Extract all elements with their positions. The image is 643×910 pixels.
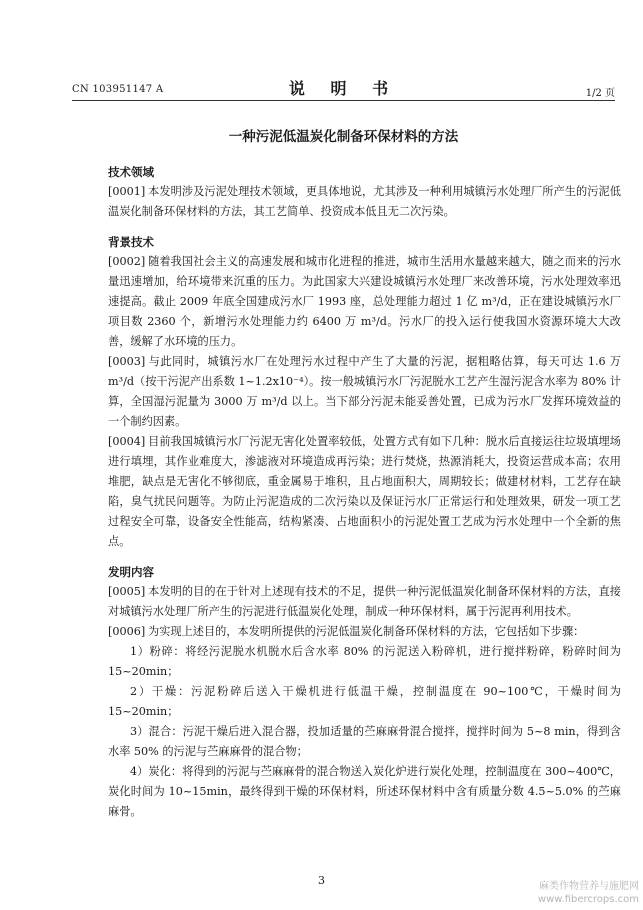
paragraph-number: [0006] <box>108 625 146 638</box>
page-number: 3 <box>318 874 325 887</box>
watermark-url: www.fibercrops.com <box>537 894 639 905</box>
paragraph-text: 与此同时，城镇污水厂在处理污水过程中产生了大量的污泥，据粗略估算，每天可达 1.6 万 m³/d（按干污泥产出系数 1~1.2x10⁻⁴）。按一般城镇污水厂污泥脱水工艺产生湿污泥含水率为 80% 计算，全国湿污泥量为 3000 万 m³/d 以上。当下部分污泥未能妥善处置，已成为污水厂发挥环境效益的一个制约因素。 <box>108 355 621 428</box>
paragraph-number: [0002] <box>108 255 146 268</box>
paragraph-0004 <box>108 432 621 552</box>
section-heading-invention: 发明内容 <box>108 565 154 579</box>
step-mixing: 3）混合：污泥干燥后进入混合器，投加适量的苎麻麻骨混合搅拌，搅拌时间为 5~8 min，得到含水率 50% 的污泥与苎麻麻骨的混合物； <box>108 725 621 758</box>
step-drying: 2）干燥：污泥粉碎后送入干燥机进行低温干燥，控制温度在 90~100℃，干燥时间为 15~20min； <box>108 685 621 718</box>
paragraph-0003 <box>108 352 621 432</box>
paragraph-number: [0004] <box>108 435 146 448</box>
paragraph-number: [0005] <box>108 585 146 598</box>
doc-type: 说 明 书 <box>288 79 399 98</box>
section-heading-background: 背景技术 <box>108 235 154 249</box>
page-header <box>72 76 615 98</box>
paragraph-0001 <box>108 182 621 222</box>
paragraph-text: 随着我国社会主义的高速发展和城市化进程的推进，城市生活用水量越来越大，随之而来的污水量迅速增加，给环境带来沉重的压力。为此国家大兴建设城镇污水处理厂来改善环境，污水处理效率迅速提高。截止 2009 年底全国建成污水厂 1993 座，总处理能力超过 1 亿 m³/d，正在建设城镇污水厂项目数 2360 个，新增污水处理能力约 6400 万 m³/d。污水厂的投入运行使我国水资源环境大大改善，缓解了水环境的压力。 <box>108 255 621 348</box>
paragraph-0002 <box>108 252 621 352</box>
section-heading-tech-field: 技术领域 <box>108 165 154 179</box>
paragraph-0006 <box>108 622 621 642</box>
step-crushing: 1）粉碎：将经污泥脱水机脱水后含水率 80% 的污泥送入粉碎机，进行搅拌粉碎，粉碎时间为 15~20min； <box>108 645 621 678</box>
page-indicator: 1/2 页 <box>585 88 615 99</box>
paragraph-number: [0001] <box>108 185 146 198</box>
patent-number: CN 103951147 A <box>72 84 164 95</box>
watermark <box>538 880 639 906</box>
paragraph-text: 目前我国城镇污水厂污泥无害化处置率较低，处置方式有如下几种：脱水后直接运往垃圾填埋场进行填埋，其作业难度大，渗滤液对环境造成再污染；进行焚烧，热源消耗大，投资运营成本高；农用堆肥，缺点是无害化不够彻底，重金属易于堆积，且占地面积大，周期较长；做建材材料，工艺存在缺陷，臭气扰民问题等。为防止污泥造成的二次污染以及保证污水厂正常运行和处理效果，研发一项工艺过程安全可靠，设备安全性能高，结构紧凑、占地面积小的污泥处置工艺成为污水处理中一个全新的焦点。 <box>108 435 621 548</box>
document-body <box>108 162 621 822</box>
watermark-name: 麻类作物营养与施肥网 <box>539 881 639 892</box>
document-title: 一种污泥低温炭化制备环保材料的方法 <box>228 129 459 145</box>
paragraph-text: 为实现上述目的，本发明所提供的污泥低温炭化制备环保材料的方法，它包括如下步骤： <box>148 625 585 638</box>
paragraph-number: [0003] <box>108 355 146 368</box>
paragraph-text: 本发明涉及污泥处理技术领域，更具体地说，尤其涉及一种利用城镇污水处理厂所产生的污泥低温炭化制备环保材料的方法，其工艺简单、投资成本低且无二次污染。 <box>108 185 621 218</box>
paragraph-text: 本发明的目的在于针对上述现有技术的不足，提供一种污泥低温炭化制备环保材料的方法，直接对城镇污水处理厂所产生的污泥进行低温炭化处理，制成一种环保材料，属于污泥再利用技术。 <box>108 585 621 618</box>
header-rule <box>72 100 615 101</box>
step-carbonization: 4）炭化：将得到的污泥与苎麻麻骨的混合物送入炭化炉进行炭化处理，控制温度在 300~400℃，炭化时间为 10~15min，最终得到干燥的环保材料，所述环保材料中含有质量分数 4.5~5.0% 的苎麻麻骨。 <box>108 765 621 818</box>
paragraph-0005 <box>108 582 621 622</box>
